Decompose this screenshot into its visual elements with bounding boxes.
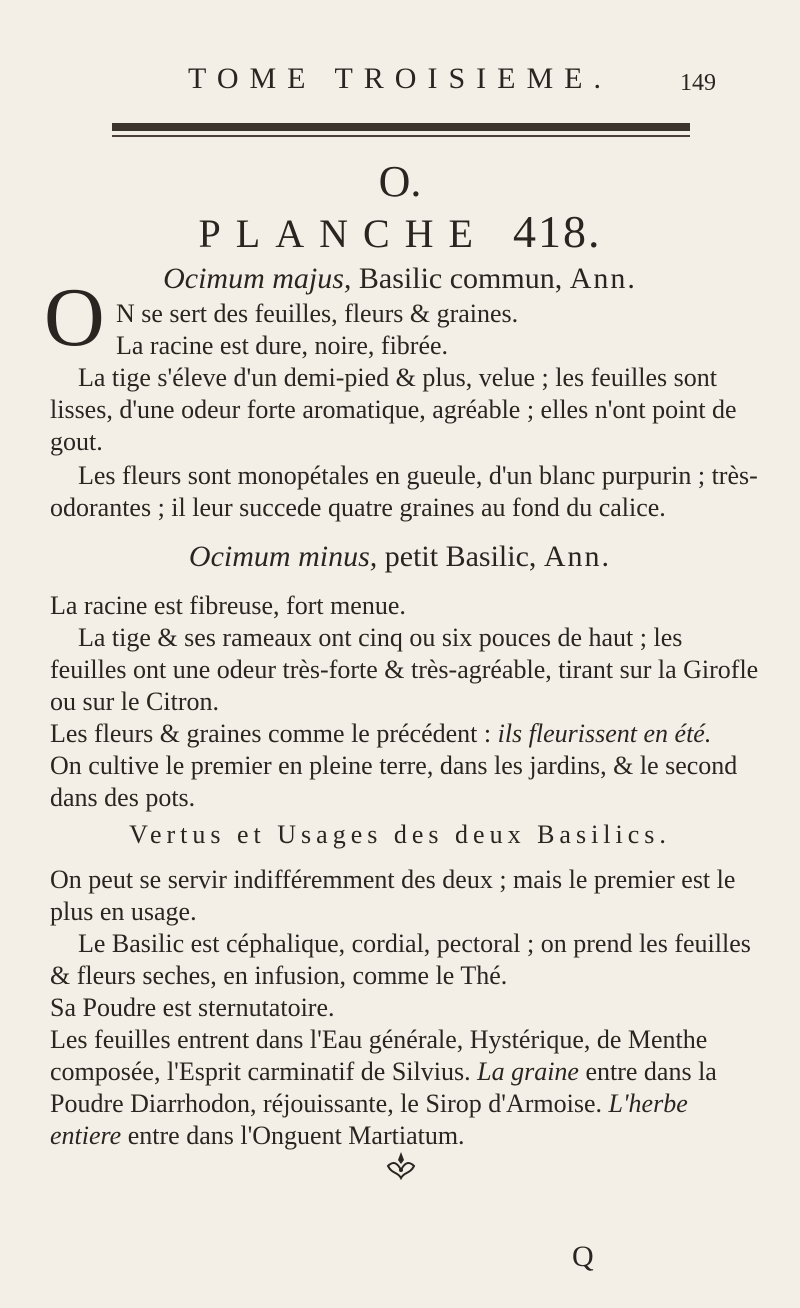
entry-heading-ocimum-majus	[0, 262, 800, 296]
paragraph-cultivation: On cultive le premier en pleine terre, dans les jardins, & le second dans des pots.	[50, 751, 738, 812]
signature-mark: Q	[572, 1240, 594, 1273]
header-rule-thick	[112, 123, 690, 131]
entry-authority: Ann.	[543, 540, 612, 573]
paragraph-flowers: Les fleurs sont monopétales en gueule, d'un blanc purpurin ; très-odorantes ; il leur succede quatre graines au fond du calice.	[50, 461, 758, 522]
preparations-text: Les feuilles entrent dans l'Eau générale, Hystérique, de Menthe composée, l'Esprit carminatif de Silvius.	[50, 1025, 708, 1086]
paragraph-properties: Le Basilic est céphalique, cordial, pectoral ; on prend les feuilles & fleurs seches, en infusion, comme le Thé.	[50, 929, 751, 990]
virtues-heading: Vertus et Usages des deux Basilics.	[129, 820, 671, 849]
flowers-text: Les fleurs & graines comme le précédent :	[50, 719, 498, 748]
paragraph-preparations	[50, 1024, 762, 1152]
flowering-season: ils fleurissent en été.	[497, 719, 712, 748]
paragraph-usage: On peut se servir indifféremment des deux ; mais le premier est le plus en usage.	[50, 865, 736, 926]
entry-heading-ocimum-minus	[0, 540, 800, 574]
paragraph-root-minus: La racine est fibreuse, fort menue.	[50, 591, 406, 620]
paragraph-flowers-minus	[50, 718, 762, 750]
paragraph-parts-used: N se sert des feuilles, fleurs & graines.	[116, 299, 519, 328]
section-letter: O.	[378, 157, 422, 206]
running-head: TOME TROISIEME.	[188, 62, 612, 95]
entry-authority: Ann.	[569, 262, 637, 295]
seed-term: La graine	[477, 1057, 579, 1086]
plate-word: PLANCHE	[198, 211, 488, 256]
paragraph-root: La racine est dure, noire, fibrée.	[116, 331, 449, 360]
preparations-text-3: entre dans l'Onguent Martiatum.	[121, 1121, 465, 1150]
plate-title	[0, 205, 800, 258]
entry-common-name: Basilic commun,	[358, 262, 563, 295]
plate-number: 418.	[512, 206, 602, 257]
drop-cap: O	[44, 271, 105, 364]
paragraph-powder: Sa Poudre est sternutatoire.	[50, 993, 335, 1022]
entry-latin-name: Ocimum minus,	[188, 540, 378, 573]
fleuron-ornament-icon	[384, 1150, 418, 1184]
page-number: 149	[680, 70, 716, 96]
entry-common-name: petit Basilic,	[384, 540, 537, 573]
whole-herb-term: L'herbe entiere	[50, 1089, 688, 1150]
paragraph-stem: La tige s'éleve d'un demi-pied & plus, velue ; les feuilles sont lisses, d'une odeur forte aromatique, agréable ; elles n'ont point de gout.	[50, 363, 737, 456]
entry-latin-name: Ocimum majus,	[163, 262, 352, 295]
preparations-text-2: entre dans la Poudre Diarrhodon, réjouissante, le Sirop d'Armoise.	[50, 1057, 717, 1118]
header-rule-thin	[112, 135, 690, 137]
paragraph-stem-minus: La tige & ses rameaux ont cinq ou six pouces de haut ; les feuilles ont une odeur très-forte & très-agréable, tirant sur la Girofle ou sur le Citron.	[50, 623, 759, 716]
